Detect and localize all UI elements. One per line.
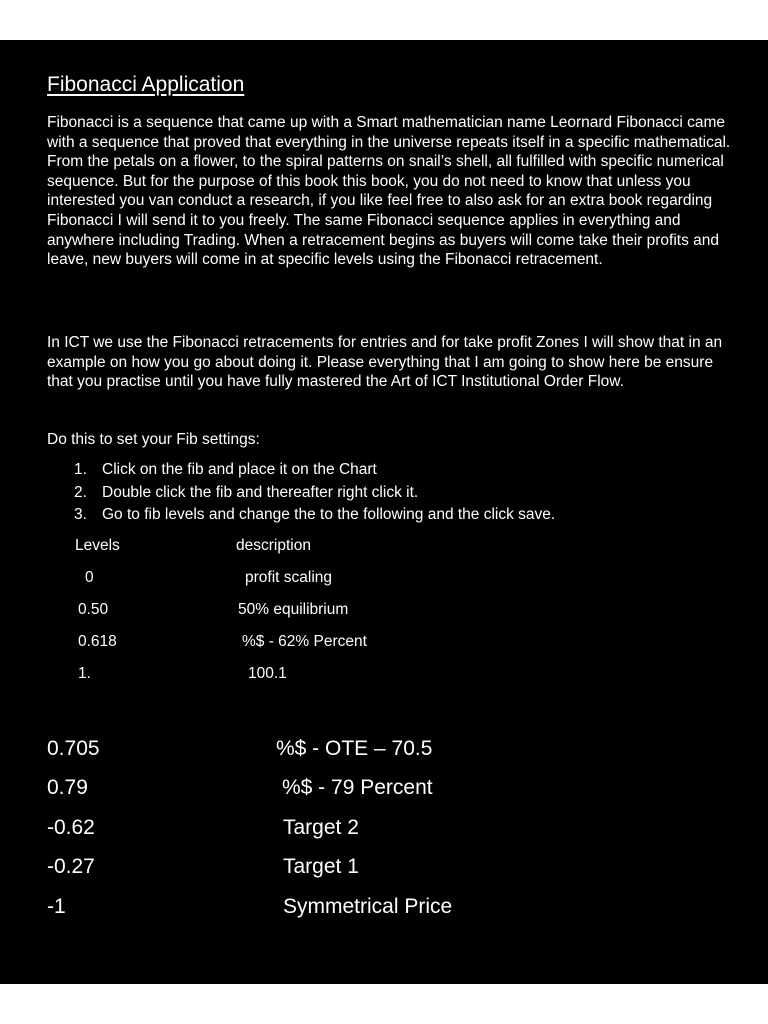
table-row-description: Symmetrical Price xyxy=(283,895,453,918)
levels-header: Levels xyxy=(75,537,120,554)
table-row-level: -1 xyxy=(47,895,66,918)
list-item xyxy=(74,459,555,482)
table-row-level: 0.79 xyxy=(47,776,88,799)
page-title: Fibonacci Application xyxy=(47,73,245,96)
table-row-level: 0 xyxy=(85,569,94,586)
document-page xyxy=(0,40,768,984)
step-number: 2. xyxy=(74,483,87,501)
step-text: Double click the fib and thereafter right click it. xyxy=(102,483,419,501)
table-row-level: -0.62 xyxy=(47,816,95,839)
table-row-description: profit scaling xyxy=(245,569,333,586)
table-row-description: %$ - OTE – 70.5 xyxy=(276,737,433,760)
table-row-description: 50% equilibrium xyxy=(238,601,349,618)
list-item xyxy=(74,482,555,505)
table-row-level: -0.27 xyxy=(47,855,95,878)
table-row-description: 100.1 xyxy=(248,665,287,682)
fib-settings-intro: Do this to set your Fib settings: xyxy=(47,431,260,448)
intro-paragraph: Fibonacci is a sequence that came up with a Smart mathematician name Leornard Fibonacci came with a sequence that proved that everything in the universe repeats itself in a specific mathematical. From the petals on a flower, to the spiral patterns on snail’s shell, all fulfilled with specific numerical sequence. But for the purpose of this book this book, you do not need to know that unless you interested you van conduct a research, if you like feel free to also ask for an extra book regarding Fibonacci I will send it to you freely. The same Fibonacci sequence applies in everything and anywhere including Trading. When a retracement begins as buyers will come take their profits and leave, new buyers will come in at specific levels using the Fibonacci retracement. xyxy=(47,114,731,269)
table-row-description: %$ - 79 Percent xyxy=(282,776,433,799)
ict-paragraph: In ICT we use the Fibonacci retracements for entries and for take profit Zones I will show that in an example on how you go about doing it. Please everything that I am going to show here be ensure that you practise until you have fully mastered the Art of ICT Institutional Order Flow. xyxy=(47,334,723,391)
table-row-description: Target 1 xyxy=(283,855,359,878)
table-row-level: 1. xyxy=(78,665,91,682)
table-row-level: 0.705 xyxy=(47,737,100,760)
step-number: 3. xyxy=(74,506,87,523)
step-text: Go to fib levels and change the to the following and the click save. xyxy=(102,506,556,523)
step-text: Click on the fib and place it on the Chart xyxy=(102,461,377,478)
table-row-level: 0.50 xyxy=(78,601,109,618)
description-header: description xyxy=(236,537,311,554)
steps-list xyxy=(74,459,555,527)
table-row-level: 0.618 xyxy=(78,633,117,650)
list-item xyxy=(74,504,555,527)
table-row-description: %$ - 62% Percent xyxy=(242,633,367,650)
step-number: 1. xyxy=(74,461,87,478)
table-row-description: Target 2 xyxy=(283,816,359,839)
